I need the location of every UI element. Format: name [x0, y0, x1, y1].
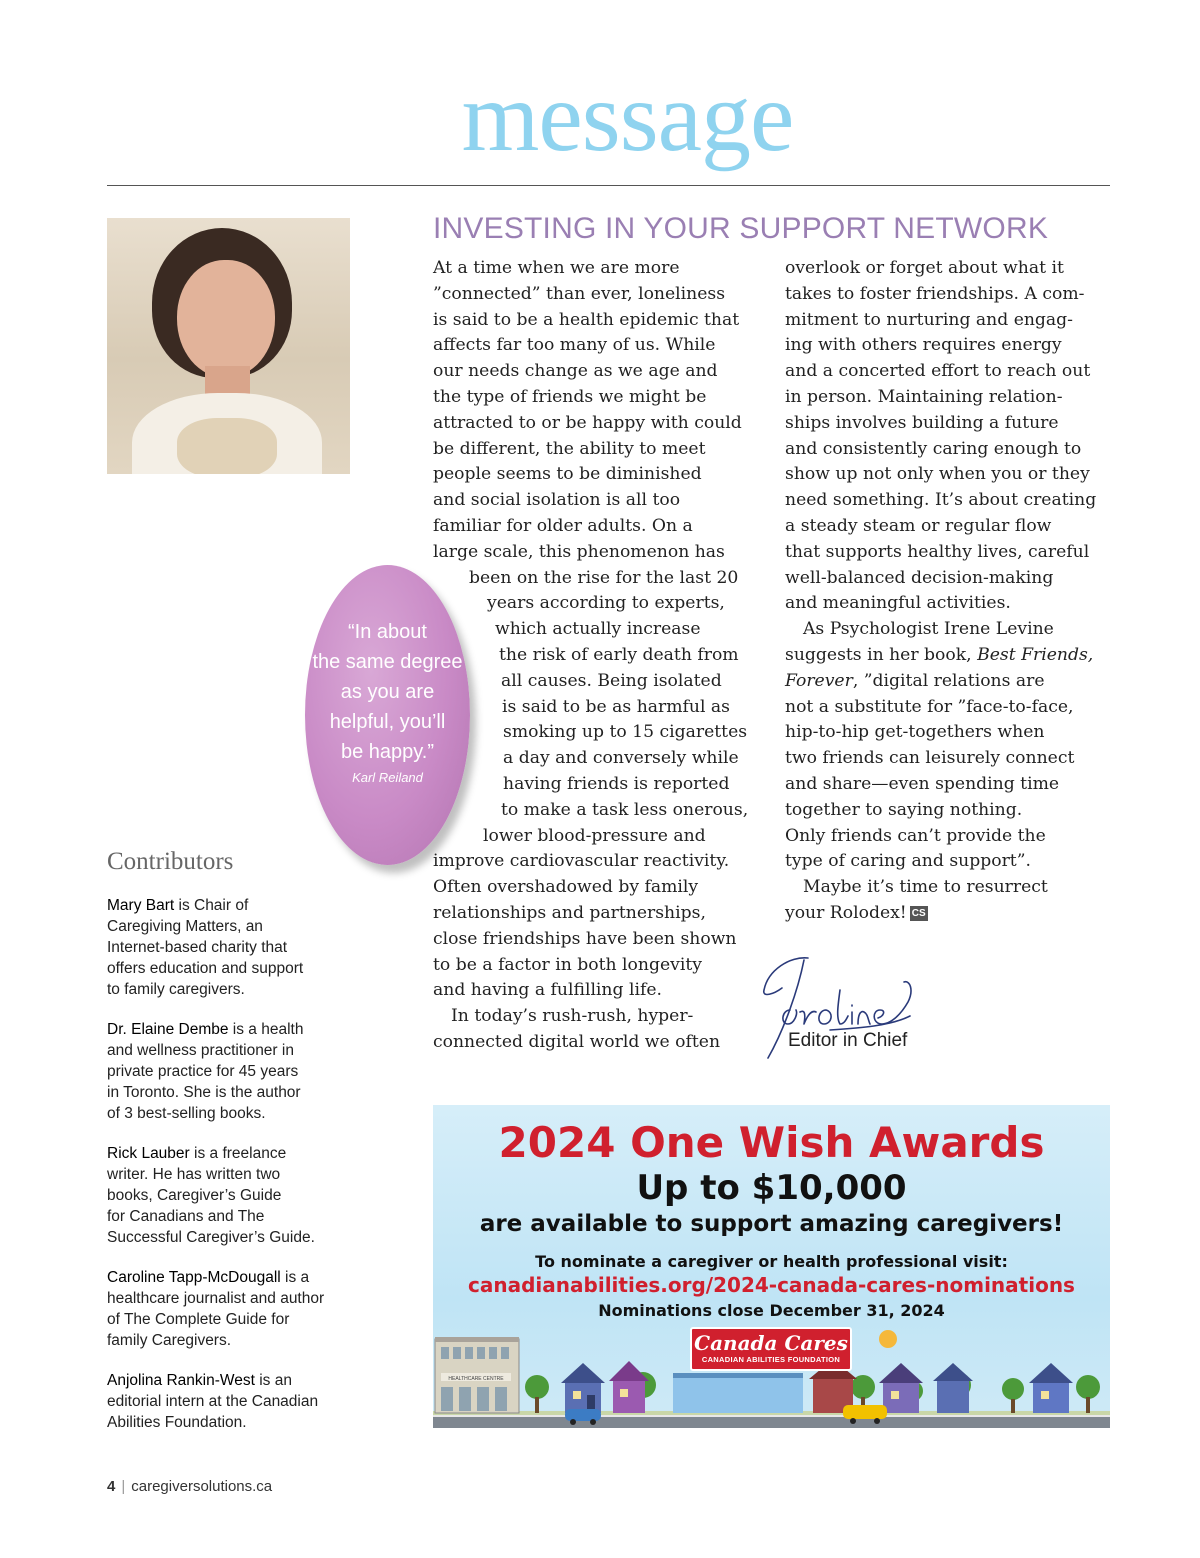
text-line: At a time when we are more	[433, 258, 680, 278]
text-line: people seems to be diminished	[433, 464, 702, 485]
page-footer	[107, 1478, 272, 1495]
ad-amount: Up to $10,000	[636, 1168, 907, 1208]
page-number: 4	[107, 1478, 116, 1495]
ad-nomination-link[interactable]: canadianabilities.org/2024-canada-cares-nominations	[468, 1273, 1075, 1297]
text-line: overlook or forget about what it	[785, 258, 1064, 278]
pullquote-text	[305, 617, 470, 767]
text-line: takes to foster friendships. A com-	[785, 283, 1085, 304]
article-headline: INVESTING IN YOUR SUPPORT NETWORK	[433, 212, 1049, 245]
text-line: As Psychologist Irene Levine	[803, 619, 1054, 640]
logo-sub-text: CANADIAN ABILITIES FOUNDATION	[701, 1355, 841, 1364]
contributor-entry: Mary Bart is Chair of Caregiving Matters, an Internet-based charity that offers education and support to family caregivers.	[107, 897, 304, 998]
text-line: lower blood-pressure and	[483, 825, 706, 846]
text-line: all causes. Being isolated	[501, 670, 722, 691]
contributor-name: Mary Bart	[107, 897, 175, 914]
contributor-entry: Rick Lauber is a freelance writer. He has written two books, Caregiver’s Guide for Canadians and The Successful Caregiver’s Guide.	[107, 1145, 315, 1246]
contributor-name: Rick Lauber	[107, 1145, 190, 1162]
text-line: two friends can leisurely connect	[785, 748, 1075, 769]
text-line: which actually increase	[495, 619, 701, 640]
text-line: attracted to or be happy with could	[433, 412, 742, 433]
contributor-entry: Caroline Tapp-McDougall is a healthcare journalist and author of The Complete Guide for family Caregivers.	[107, 1269, 325, 1349]
article-column-1	[433, 256, 763, 1056]
text-line: in person. Maintaining relation-	[785, 386, 1063, 407]
text-line: ing with others requires energy	[785, 335, 1062, 356]
editor-photo	[107, 218, 350, 474]
text-line: need something. It’s about creating	[785, 490, 1097, 511]
text-line: ships involves building a future	[785, 412, 1059, 433]
text-line: mitment to nurturing and engag-	[785, 309, 1073, 330]
text-line: large scale, this phenomenon has	[433, 541, 725, 562]
ad-subtitle: are available to support amazing caregivers!	[479, 1211, 1064, 1237]
text-line: having friends is reported	[503, 773, 730, 794]
text-line: to make a task less onerous,	[501, 799, 749, 820]
text-line: is said to be as harmful as	[502, 696, 730, 717]
ad-title: 2024 One Wish Awards	[498, 1118, 1045, 1167]
text-line: show up not only when you or they	[785, 464, 1090, 485]
text-line	[785, 901, 1115, 927]
text-line: a steady steam or regular flow	[785, 515, 1052, 536]
pullquote-line: be happy.”	[340, 741, 435, 763]
text-segment: suggests in her book,	[785, 644, 978, 665]
text-line: and meaningful activities.	[785, 593, 1011, 614]
text-line: not a substitute for ”face-to-face,	[785, 696, 1074, 717]
text-line: our needs change as we age and	[433, 361, 718, 382]
pullquote-line: the same degree	[312, 651, 463, 673]
masthead-title: message	[461, 61, 794, 172]
text-line: the risk of early death from	[499, 644, 739, 665]
text-line: hip-to-hip get-togethers when	[785, 722, 1045, 743]
editor-title: Editor in Chief	[788, 1030, 908, 1051]
text-line: ”connected” than ever, loneliness	[433, 283, 726, 304]
end-mark-badge: CS	[911, 907, 926, 919]
text-line: connected digital world we often	[433, 1031, 721, 1052]
canada-cares-logo	[690, 1327, 852, 1371]
ad-deadline: Nominations close December 31, 2024	[598, 1301, 945, 1320]
article-column-2	[785, 256, 1115, 927]
text-line: Often overshadowed by family	[433, 877, 699, 898]
text-line	[785, 669, 1115, 695]
text-segment: your Rolodex!	[785, 902, 907, 923]
ad-building-label: HEALTHCARE CENTRE	[448, 1376, 504, 1382]
pullquote-author: Karl Reiland	[352, 770, 423, 785]
text-line: affects far too many of us. While	[433, 335, 716, 356]
text-line: years according to experts,	[487, 593, 725, 614]
contributor-name: Anjolina Rankin-West	[107, 1372, 255, 1389]
text-line: type of caring and support”.	[785, 851, 1031, 872]
book-title: Best Friends,	[977, 644, 1094, 665]
contributors-heading: Contributors	[107, 848, 234, 875]
text-line: and consistently caring enough to	[785, 438, 1082, 459]
text-line: a day and conversely while	[503, 748, 739, 769]
footer-separator: |	[121, 1478, 126, 1495]
header-divider	[107, 185, 1110, 186]
text-line: and a concerted effort to reach out	[785, 361, 1091, 382]
contributor-entry: Dr. Elaine Dembe is a health and wellness practitioner in private practice for 45 years in Toronto. She is the author of 3 best-selling books.	[107, 1021, 304, 1122]
text-line	[785, 643, 1115, 669]
text-line: Only friends can’t provide the	[785, 825, 1046, 846]
contributor-name: Caroline Tapp-McDougall	[107, 1269, 281, 1286]
text-line: relationships and partnerships,	[433, 902, 706, 923]
pullquote-line: helpful, you’ll	[329, 711, 446, 733]
text-line: is said to be a health epidemic that	[433, 309, 740, 330]
text-line: smoking up to 15 cigarettes	[503, 722, 748, 743]
text-line: improve cardiovascular reactivity.	[433, 851, 730, 872]
text-line: been on the rise for the last 20	[469, 567, 739, 588]
text-line: familiar for older adults. On a	[433, 515, 693, 536]
text-line: the type of friends we might be	[433, 386, 707, 407]
text-segment: , ”digital relations are	[852, 670, 1045, 691]
text-line: and social isolation is all too	[433, 490, 681, 511]
logo-main-text: Canada Cares	[694, 1331, 848, 1355]
footer-website[interactable]: caregiversolutions.ca	[131, 1478, 273, 1495]
text-line: well-balanced decision-making	[785, 567, 1054, 588]
text-line: that supports healthy lives, careful	[785, 541, 1090, 562]
text-line: and having a fulfilling life.	[433, 980, 662, 1001]
text-line: Maybe it’s time to resurrect	[803, 877, 1048, 898]
ad-nominate-text: To nominate a caregiver or health professional visit:	[535, 1252, 1008, 1271]
text-line: be different, the ability to meet	[433, 438, 706, 459]
contributor-entry: Anjolina Rankin-West is an editorial intern at the Canadian Abilities Foundation.	[107, 1372, 319, 1431]
pullquote-line: as you are	[340, 681, 435, 703]
text-line: close friendships have been shown	[433, 928, 737, 949]
book-title-cont: Forever	[785, 670, 853, 691]
text-line: and share—even spending time	[785, 773, 1060, 794]
awards-advertisement[interactable]	[433, 1105, 1110, 1428]
pullquote-line: “In about	[348, 621, 427, 643]
text-line: together to saying nothing.	[785, 799, 1023, 820]
text-line: In today’s rush-rush, hyper-	[451, 1006, 694, 1027]
contributor-name: Dr. Elaine Dembe	[107, 1021, 229, 1038]
text-line: to be a factor in both longevity	[433, 954, 702, 975]
